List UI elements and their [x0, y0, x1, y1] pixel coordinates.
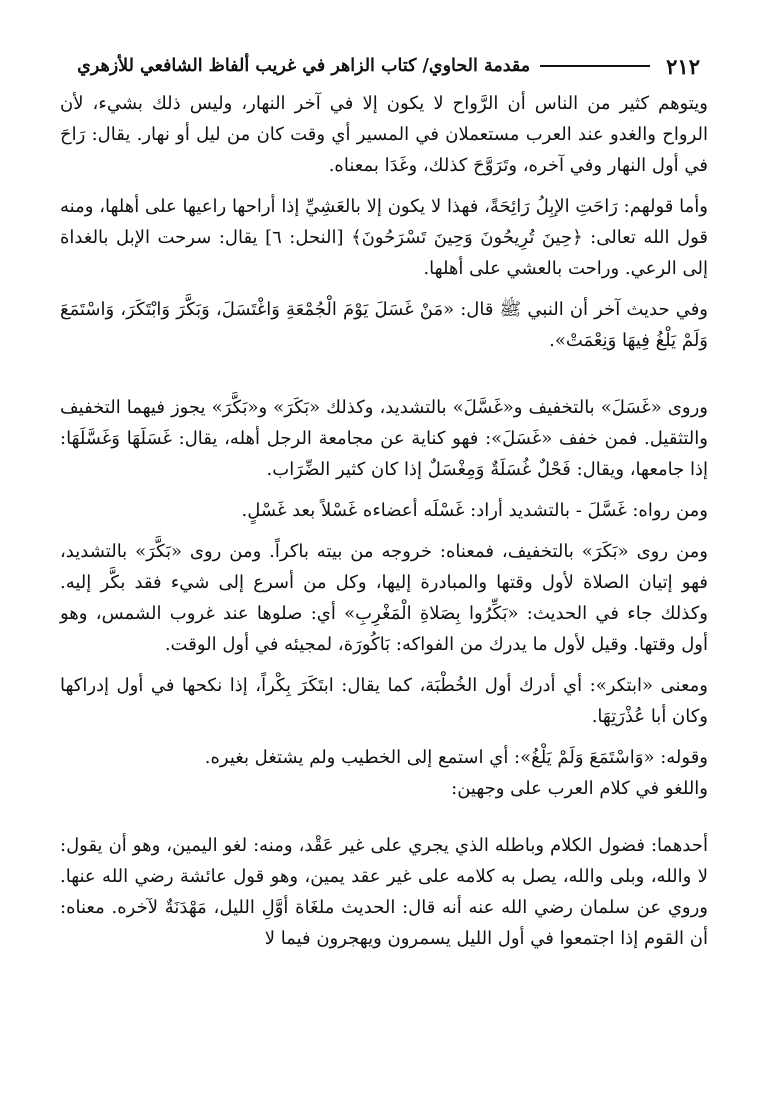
paragraph-gap: [60, 485, 708, 495]
page-number: ٢١٢: [666, 53, 700, 79]
paragraph-ahaduhuma: أحدهما: فضول الكلام وباطله الذي يجري على غير عَقْد، ومنه: لغو اليمين، وهو أن يقول: لا والله، وبلى والله، يصل به كلامه على غير عقد يمين، وهو قول عائشة رضي الله عنها. وروي عن سلمان رضي الله عنه أنه قال: الحديث ملغَاة أوَّلِ الليل، مَهْدَنَةٌ لآخره. معناه: أن القوم إذا اجتمعوا في أول الليل يسمرون ويهجرون فيما لا: [60, 835, 708, 949]
paragraph-gap: [60, 284, 708, 294]
paragraph-ibtakar: ومعنى «ابتكر»: أي أدرك أول الخُطْبَة، كما يقال: ابتَكَرَ بِكْراً، إذا نكحها في أول إدراكها وكان أبا عُذْرَتِهَا.: [60, 675, 708, 727]
page-body: [60, 88, 708, 954]
paragraph-gap: [60, 181, 708, 191]
paragraph-gap: [60, 526, 708, 536]
paragraph-gap: [60, 804, 708, 830]
running-title: مقدمة الحاوي/ كتاب الزاهر في غريب ألفاظ الشافعي للأزهري: [77, 56, 531, 76]
paragraph-laghw: واللغو في كلام العرب على وجهين:: [451, 778, 708, 799]
header-rule: [540, 65, 650, 67]
paragraph-hadith: وفي حديث آخر أن النبي ﷺ قال: «مَنْ غَسَلَ يَوْمَ الْجُمْعَةِ وَاغْتَسَلَ، وَبَكَّرَ وَابْتَكَرَ، وَاسْتَمَعَ وَلَمْ يَلْغُ فِيهَا وَنِعْمَتْ».: [60, 299, 708, 351]
paragraph-gap: [60, 356, 708, 392]
page-header: [62, 46, 700, 86]
paragraph-bakar: ومن روى «بَكَرَ» بالتخفيف، فمعناه: خروجه من بيته باكراً. ومن روى «بَكَّرَ» بالتشديد، فهو إتيان الصلاة لأول وقتها والمبادرة إليها، وكل من أسرع إلى شيء فقد بكَّر إليه. وكذلك جاء في الحديث: «بَكِّرُوا بِصَلاةِ الْمَغْرِبِ» أي: صلوها عند غروب الشمس، وهو أول وقتها. وقيل لأول ما يدرك من الفواكه: بَاكُورَة، لمجيئه في أول الوقت.: [60, 541, 708, 655]
paragraph-istama: وقوله: «وَاسْتَمَعَ وَلَمْ يَلْغُ»: أي استمع إلى الخطيب ولم يشتغل بغيره.: [204, 747, 708, 768]
paragraph-rawah: ويتوهم كثير من الناس أن الرَّواح لا يكون إلا في آخر النهار، وليس ذلك بشيء، لأن الرواح والغدو عند العرب مستعملان في المسير أي وقت كان من ليل أو نهار. يقال: رَاحَ في أول النهار وفي آخره، وتَرَوَّحَ كذلك، وغَدَا بمعناه.: [60, 93, 708, 176]
paragraph-gap: [60, 660, 708, 670]
paragraph-rahat-al-ibil: وأما قولهم: رَاحَتِ الإبِلُ رَائِحَةً، فهذا لا يكون إلا بالعَشِيِّ إذا أراحها راعيها على أهلها، ومنه قول الله تعالى: ﴿حِينَ تُرِيحُونَ وَحِينَ تَسْرَحُونَ﴾ [النحل: ٦] يقال: سرحت الإبل بالغداة إلى الرعي. وراحت بالعشي على أهلها.: [60, 196, 709, 279]
paragraph-ghasal-riwaya: وروى «غَسَلَ» بالتخفيف و«غَسَّلَ» بالتشديد، وكذلك «بَكَرَ» و«بَكَّرَ» يجوز فيهما التخفيف والتثقيل. فمن خفف «غَسَلَ»: فهو كناية عن مجامعة الرجل أهله، يقال: غَسَلَهَا وَغَسَّلَهَا: إذا جامعها، ويقال: فَحْلٌ غُسَلَةٌ وَمِغْسَلٌ إذا كان كثير الضِّرَاب.: [60, 397, 708, 480]
paragraph-gap: [60, 732, 708, 742]
paragraph-ghassal-tashdid: ومن رواه: غَسَّلَ - بالتشديد أراد: غَسْلَه أعضاءه غَسْلاً بعد غَسْلٍ.: [241, 500, 708, 521]
